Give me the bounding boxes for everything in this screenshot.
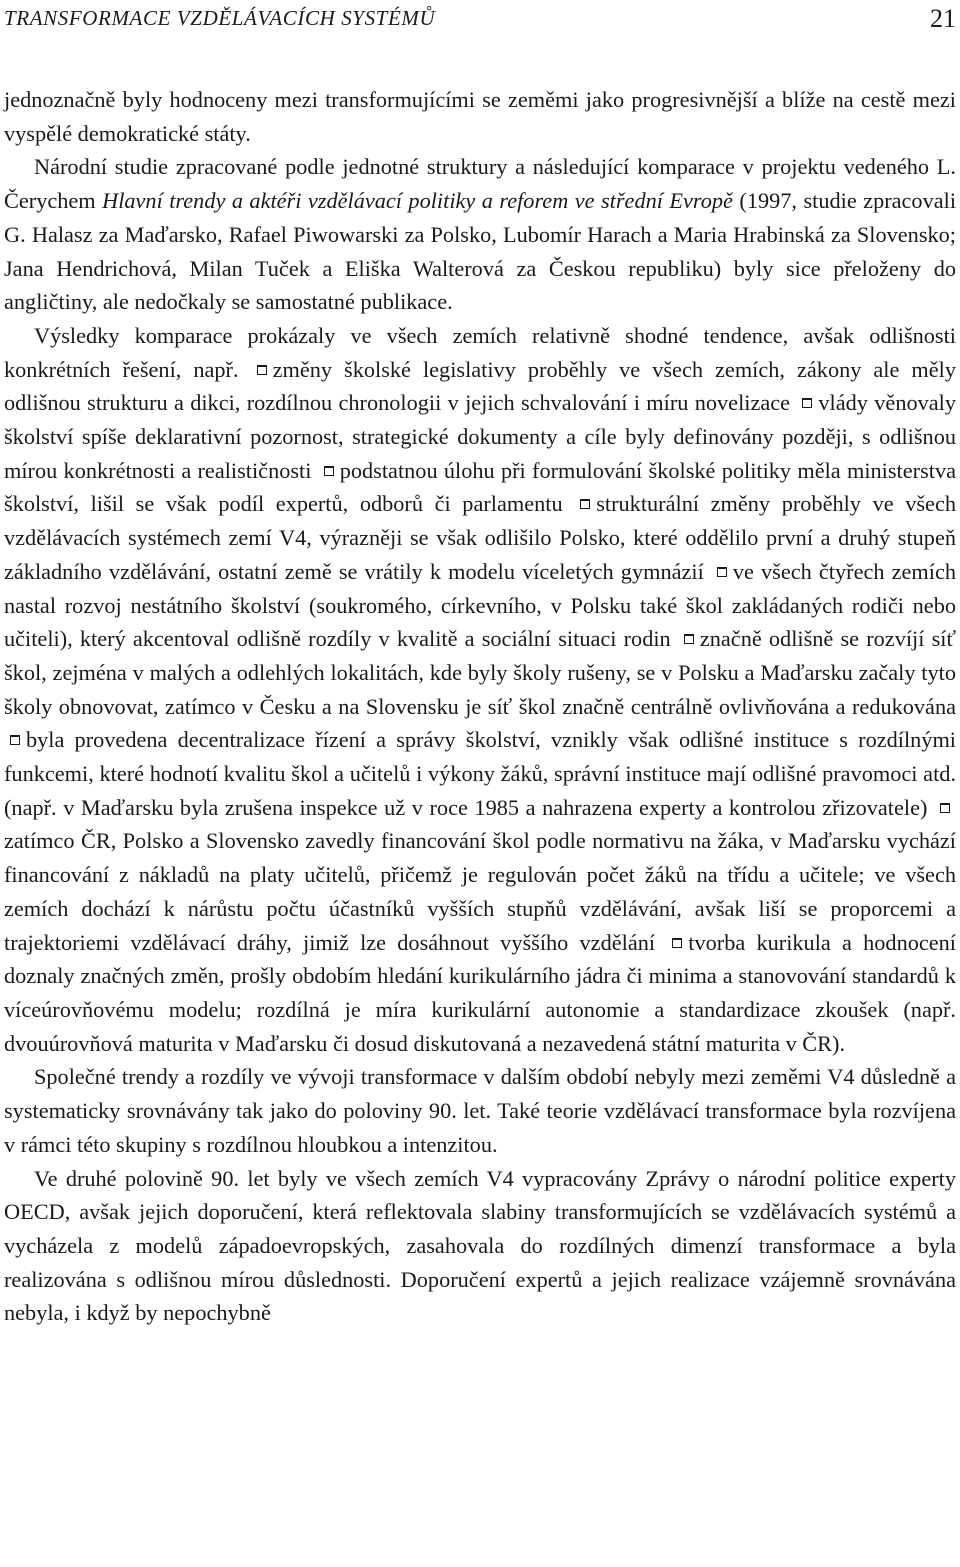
separator-icon [940, 803, 950, 813]
book-title: Hlavní trendy a aktéři vzdělávací politiky a reforem ve střední Evropě [102, 188, 733, 214]
separator-icon [10, 735, 20, 745]
finding-item: ve všech čtyřech zemích nastal rozvoj nestátního školství (soukromého, církevního, v Polsku také škol zakládaných rodiči nebo učiteli), který akcentoval odlišně rozdíly v kvalitě a sociální situaci rodin [4, 558, 956, 652]
finding-item: podstatnou úlohu při formulování školské politiky měla ministerstva školství, lišil se však podíl expertů, odborů či parlamentu [4, 457, 956, 517]
finding-item: zatímco ČR, Polsko a Slovensko zavedly financování škol podle normativu na žáka, v Maďarsku vychází financování z nákladů na platy učitelů, přičemž je regulován počet žáků na třídu a učitele; ve všech zemích dochází k nárůstu počtu účastníků vyšších stupňů vzdělávání, avšak liší se proporcemi a trajektoriemi vzdělávací dráhy, jimiž lze dosáhnout vyššího vzdělání [4, 828, 956, 955]
paragraph-1: jednoznačně byly hodnoceny mezi transformujícími se zeměmi jako progresivnější a blíže na cestě mezi vyspělé demokratické státy. [4, 87, 956, 146]
finding-item: značně odlišně se rozvíjí síť škol, zejména v malých a odlehlých lokalitách, kde byly školy rušeny, se v Polsku a Maďarsku začaly tyto školy obnovovat, zatímco v Česku a na Slovensku je síť škol značně centrálně ovlivňována a redukována [4, 626, 956, 719]
separator-icon [717, 567, 727, 577]
finding-item: byla provedena decentralizace řízení a správy školství, vznikly však odlišné instituce s rozdílnými funkcemi, které hodnotí kvalitu škol a učitelů i výkony žáků, správní instituce mají odlišné pravomoci atd. (např. v Maďarsku byla zrušena inspekce už v roce 1985 a nahrazena experty a kontrolou zřizovatele) [4, 727, 956, 820]
body-text [4, 83, 956, 1330]
finding-item: tvorba kurikula a hodnocení doznaly značných změn, prošly obdobím hledání kurikulárního jádra či minima a stanovování standardů k víceúrovňovému modelu; rozdílná je míra kurikulární autonomie a standardizace zkoušek (např. dvouúrovňová maturita v Maďarsku či dosud diskutovaná a nezavedená státní maturita v ČR). [4, 929, 957, 1056]
paragraph-3-intro: Výsledky komparace prokázaly ve všech zemích relativně shodné tendence, avšak odlišnosti konkrétních řešení, např. [4, 322, 956, 382]
separator-icon [257, 365, 267, 375]
paragraph-5: Ve druhé polovině 90. let byly ve všech zemích V4 vypracovány Zprávy o národní politice experty OECD, avšak jejich doporučení, která reflektovala slabiny transformujících se vzdělávacích systémů a vycházela z modelů západoevropských, zasahovala do rozdílných dimenzí transformace a byla realizována s odlišnou mírou důslednosti. Doporučení expertů a jejich realizace vzájemně srovnávána nebyla, i když by nepochybně [4, 1165, 956, 1326]
separator-icon [802, 398, 812, 408]
separator-icon [324, 466, 334, 476]
finding-item: vlády věnovaly školství spíše deklarativní pozornost, strategické dokumenty a cíle byly definovány později, s odlišnou mírou konkrétnosti a realističnosti [4, 390, 957, 483]
paragraph-4: Společné trendy a rozdíly ve vývoji transformace v dalším období nebyly mezi zeměmi V4 důsledně a systematicky srovnávány tak jako do poloviny 90. let. Také teorie vzdělávací transformace byla rozvíjena v rámci této skupiny s rozdílnou hloubkou a intenzitou. [4, 1064, 956, 1157]
finding-item: změny školské legislativy proběhly ve všech zemích, zákony ale měly odlišnou strukturu a dikci, rozdílnou chronologii v jejich schvalování i míru novelizace [4, 356, 957, 416]
finding-item: strukturální změny proběhly ve všech vzdělávacích systémech zemí V4, výrazněji se však odlišilo Polsko, které oddělilo první a druhý stupeň základního vzdělávání, ostatní země se vrátily k modelu víceletých gymnázií [4, 491, 956, 584]
running-header [4, 2, 956, 42]
separator-icon [684, 634, 694, 644]
paragraph-3 [4, 319, 956, 1060]
running-title: TRANSFORMACE VZDĚLÁVACÍCH SYSTÉMŮ [4, 6, 436, 30]
separator-icon [672, 938, 682, 948]
page-number: 21 [930, 4, 956, 33]
separator-icon [580, 499, 590, 509]
paragraph-2-rest: (1997, studie zpracovali G. Halasz za Maďarsko, Rafael Piwowarski za Polsko, Lubomír Harach a Maria Hrabinská za Slovensko; Jana Hendrichová, Milan Tuček a Eliška Walterová za Českou republiku) byly sice přeloženy do angličtiny, ale nedočkaly se samostatné publikace. [4, 188, 957, 315]
paragraph-2-lead: Národní studie zpracované podle jednotné struktury a následující komparace v projektu vedeného L. Čerychem [4, 154, 956, 214]
paragraph-2 [4, 150, 956, 319]
